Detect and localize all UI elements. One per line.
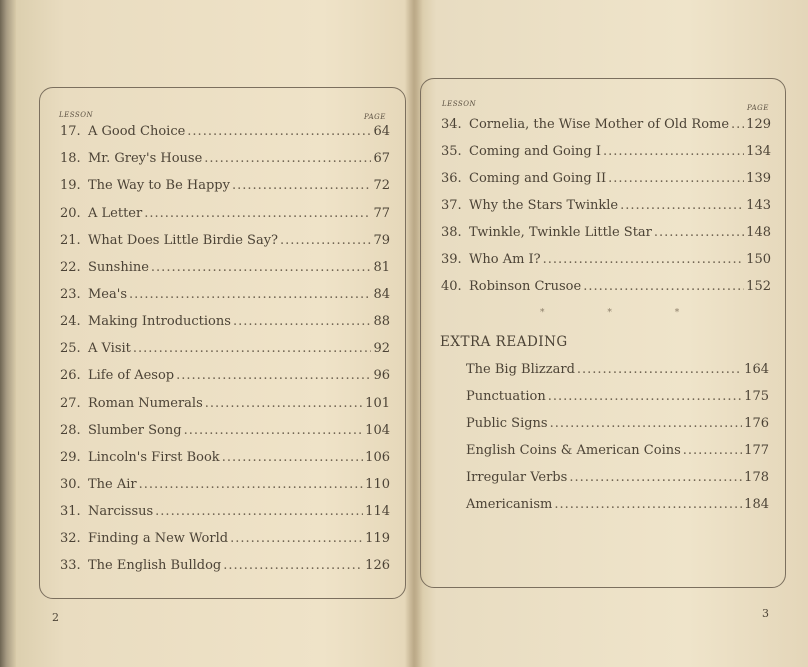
toc-row[interactable] bbox=[441, 198, 771, 213]
lesson-number: 40. bbox=[441, 279, 462, 294]
dot-leader bbox=[144, 206, 371, 221]
toc-row[interactable] bbox=[60, 558, 390, 573]
toc-row[interactable] bbox=[60, 477, 390, 492]
lesson-title: The English Bulldog bbox=[88, 558, 222, 573]
page-ref: 152 bbox=[746, 279, 771, 294]
page-ref: 106 bbox=[365, 450, 390, 465]
extra-title: Irregular Verbs bbox=[466, 470, 568, 485]
extra-reading-heading: EXTRA READING bbox=[440, 334, 568, 350]
dot-leader bbox=[133, 341, 372, 356]
page-ref: 84 bbox=[373, 287, 390, 302]
lesson-title: Who Am I? bbox=[469, 252, 541, 267]
lesson-number: 20. bbox=[60, 206, 81, 221]
lesson-title: The Way to Be Happy bbox=[88, 178, 230, 193]
dot-leader bbox=[654, 225, 744, 240]
toc-row[interactable] bbox=[441, 279, 771, 294]
page-ref: 92 bbox=[373, 341, 390, 356]
dot-leader bbox=[583, 279, 744, 294]
dot-leader bbox=[683, 443, 742, 458]
toc-row[interactable] bbox=[441, 117, 771, 132]
lesson-title: Life of Aesop bbox=[88, 368, 175, 383]
page-number-right: 3 bbox=[762, 607, 769, 620]
extra-title: Public Signs bbox=[466, 416, 548, 431]
page-ref: 79 bbox=[373, 233, 390, 248]
page-ref: 119 bbox=[365, 531, 390, 546]
extra-title: English Coins & American Coins bbox=[466, 443, 681, 458]
lesson-number: 22. bbox=[60, 260, 81, 275]
lesson-title: Narcissus bbox=[88, 504, 154, 519]
lesson-title: Cornelia, the Wise Mother of Old Rome bbox=[469, 117, 730, 132]
toc-row[interactable] bbox=[60, 314, 390, 329]
page-ref: 67 bbox=[373, 151, 390, 166]
dot-leader bbox=[608, 171, 744, 186]
dot-leader bbox=[603, 144, 744, 159]
page-ref: 110 bbox=[365, 477, 390, 492]
dot-leader bbox=[176, 368, 371, 383]
toc-row[interactable] bbox=[60, 450, 390, 465]
toc-row[interactable] bbox=[441, 171, 771, 186]
lesson-title: Mea's bbox=[88, 287, 127, 302]
lesson-number: 34. bbox=[441, 117, 462, 132]
dot-leader bbox=[232, 178, 371, 193]
lesson-number: 25. bbox=[60, 341, 81, 356]
toc-row[interactable] bbox=[60, 423, 390, 438]
lesson-title: Coming and Going II bbox=[469, 171, 607, 186]
dot-leader bbox=[155, 504, 363, 519]
dot-leader bbox=[222, 450, 363, 465]
lesson-header: LESSON bbox=[442, 100, 477, 108]
dot-leader bbox=[548, 389, 742, 404]
page-ref: 184 bbox=[744, 497, 769, 512]
extra-row[interactable] bbox=[466, 497, 769, 512]
toc-row[interactable] bbox=[60, 531, 390, 546]
lesson-title: Sunshine bbox=[88, 260, 149, 275]
lesson-number: 33. bbox=[60, 558, 81, 573]
dot-leader bbox=[151, 260, 372, 275]
dot-leader bbox=[184, 423, 364, 438]
extra-row[interactable] bbox=[466, 470, 769, 485]
dot-leader bbox=[620, 198, 744, 213]
lesson-number: 36. bbox=[441, 171, 462, 186]
toc-row[interactable] bbox=[60, 287, 390, 302]
page-ref: 101 bbox=[365, 396, 390, 411]
toc-row[interactable] bbox=[60, 124, 390, 139]
extra-title: The Big Blizzard bbox=[466, 362, 575, 377]
toc-row[interactable] bbox=[60, 341, 390, 356]
page-ref: 175 bbox=[744, 389, 769, 404]
lesson-number: 31. bbox=[60, 504, 81, 519]
toc-row[interactable] bbox=[60, 178, 390, 193]
section-separator: * * * bbox=[540, 308, 710, 318]
extra-row[interactable] bbox=[466, 362, 769, 377]
dot-leader bbox=[230, 531, 363, 546]
lesson-number: 39. bbox=[441, 252, 462, 267]
page-ref: 134 bbox=[746, 144, 771, 159]
toc-row[interactable] bbox=[60, 504, 390, 519]
extra-row[interactable] bbox=[466, 389, 769, 404]
lesson-number: 37. bbox=[441, 198, 462, 213]
page-ref: 72 bbox=[373, 178, 390, 193]
lesson-title: The Air bbox=[88, 477, 137, 492]
page-ref: 114 bbox=[365, 504, 390, 519]
page-ref: 148 bbox=[746, 225, 771, 240]
extra-row[interactable] bbox=[466, 443, 769, 458]
dot-leader bbox=[233, 314, 372, 329]
lesson-number: 24. bbox=[60, 314, 81, 329]
lesson-title: A Letter bbox=[88, 206, 143, 221]
page-ref: 178 bbox=[744, 470, 769, 485]
lesson-number: 19. bbox=[60, 178, 81, 193]
lesson-title: Finding a New World bbox=[88, 531, 229, 546]
dot-leader bbox=[550, 416, 743, 431]
extra-row[interactable] bbox=[466, 416, 769, 431]
dot-leader bbox=[129, 287, 371, 302]
lesson-number: 26. bbox=[60, 368, 81, 383]
lesson-title: Coming and Going I bbox=[469, 144, 601, 159]
lesson-number: 17. bbox=[60, 124, 81, 139]
lesson-title: Slumber Song bbox=[88, 423, 182, 438]
page-ref: 77 bbox=[373, 206, 390, 221]
lesson-title: Why the Stars Twinkle bbox=[469, 198, 619, 213]
lesson-number: 35. bbox=[441, 144, 462, 159]
page-ref: 104 bbox=[365, 423, 390, 438]
lesson-title: Twinkle, Twinkle Little Star bbox=[469, 225, 652, 240]
lesson-title: Roman Numerals bbox=[88, 396, 203, 411]
book-edge bbox=[0, 0, 16, 667]
page-ref: 88 bbox=[373, 314, 390, 329]
page-number-left: 2 bbox=[52, 611, 59, 624]
lesson-number: 27. bbox=[60, 396, 81, 411]
page-ref: 81 bbox=[373, 260, 390, 275]
dot-leader bbox=[139, 477, 364, 492]
lesson-number: 30. bbox=[60, 477, 81, 492]
page-ref: 129 bbox=[746, 117, 771, 132]
lesson-title: What Does Little Birdie Say? bbox=[88, 233, 279, 248]
lesson-header: LESSON bbox=[59, 111, 94, 119]
extra-title: Punctuation bbox=[466, 389, 546, 404]
lesson-number: 29. bbox=[60, 450, 81, 465]
dot-leader bbox=[543, 252, 745, 267]
dot-leader bbox=[731, 117, 744, 132]
lesson-number: 21. bbox=[60, 233, 81, 248]
dot-leader bbox=[187, 124, 371, 139]
toc-row[interactable] bbox=[60, 151, 390, 166]
toc-row[interactable] bbox=[441, 225, 771, 240]
lesson-title: Making Introductions bbox=[88, 314, 231, 329]
toc-row[interactable] bbox=[60, 368, 390, 383]
page-ref: 150 bbox=[746, 252, 771, 267]
lesson-number: 28. bbox=[60, 423, 81, 438]
toc-row[interactable] bbox=[441, 252, 771, 267]
lesson-title: A Good Choice bbox=[88, 124, 186, 139]
lesson-title: Robinson Crusoe bbox=[469, 279, 582, 294]
lesson-number: 32. bbox=[60, 531, 81, 546]
page-ref: 176 bbox=[744, 416, 769, 431]
lesson-number: 38. bbox=[441, 225, 462, 240]
lesson-title: Mr. Grey's House bbox=[88, 151, 203, 166]
dot-leader bbox=[554, 497, 742, 512]
dot-leader bbox=[204, 151, 371, 166]
page-ref: 139 bbox=[746, 171, 771, 186]
dot-leader bbox=[577, 362, 742, 377]
dot-leader bbox=[280, 233, 371, 248]
toc-row[interactable] bbox=[60, 396, 390, 411]
lesson-title: A Visit bbox=[88, 341, 131, 356]
page-ref: 177 bbox=[744, 443, 769, 458]
dot-leader bbox=[223, 558, 363, 573]
dot-leader bbox=[569, 470, 742, 485]
page-header: PAGE bbox=[364, 113, 386, 121]
page-ref: 64 bbox=[373, 124, 390, 139]
page-ref: 164 bbox=[744, 362, 769, 377]
toc-row[interactable] bbox=[60, 206, 390, 221]
page-ref: 143 bbox=[746, 198, 771, 213]
lesson-number: 23. bbox=[60, 287, 81, 302]
lesson-number: 18. bbox=[60, 151, 81, 166]
toc-row[interactable] bbox=[60, 260, 390, 275]
page-ref: 126 bbox=[365, 558, 390, 573]
page-ref: 96 bbox=[373, 368, 390, 383]
page-header: PAGE bbox=[747, 104, 769, 112]
toc-row[interactable] bbox=[441, 144, 771, 159]
lesson-title: Lincoln's First Book bbox=[88, 450, 220, 465]
extra-title: Americanism bbox=[466, 497, 553, 512]
toc-row[interactable] bbox=[60, 233, 390, 248]
dot-leader bbox=[205, 396, 363, 411]
